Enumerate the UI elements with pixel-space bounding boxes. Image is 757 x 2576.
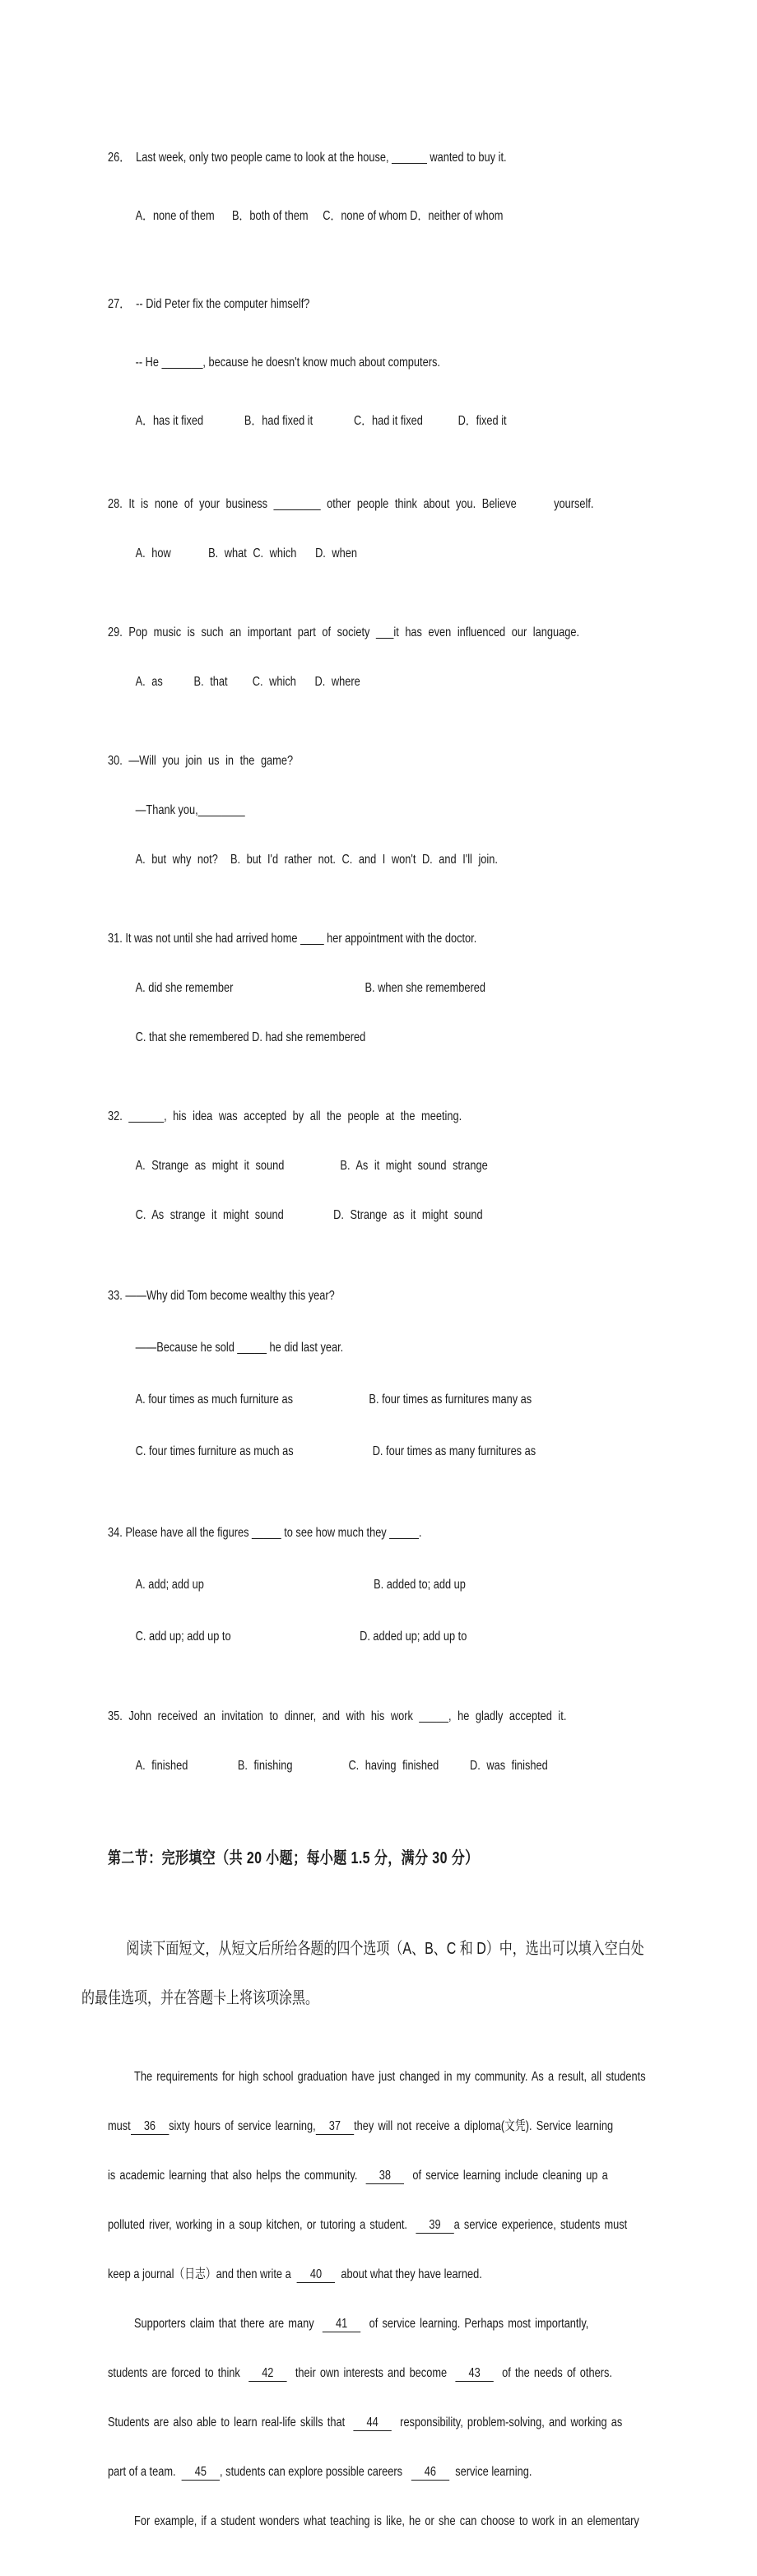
q31-options-cd: C. that she remembered D. had she remembered <box>135 1030 366 1044</box>
cloze-instructions-line1: 阅读下面短文，从短文后所给各题的四个选项（A、B、C 和 D）中，选出可以填入空白处 <box>126 1940 644 1958</box>
q29-stem: 29. Pop music is such an important part of society ___it has even influenced our language. <box>108 625 580 639</box>
cloze-blank-36: 36 <box>131 2119 169 2135</box>
q28-stem: 28. It is none of your business ________ other people think about you. Believe yourself. <box>108 497 594 511</box>
passage-text: their own interests and become <box>286 2366 456 2380</box>
exam-content <box>81 0 687 2576</box>
q34-options-ab: A. add; add up B. added to; add up <box>135 1578 466 1592</box>
passage-text: Students are also able to learn real-life skills that <box>108 2416 354 2430</box>
q33-options-ab: A. four times as much furniture as B. four times as furnitures many as <box>135 1393 532 1407</box>
q28-options: A. how B. what C. which D. when <box>135 546 358 560</box>
passage-text: Supporters claim that there are many <box>134 2317 323 2331</box>
q34-options-cd: C. add up; add up to D. added up; add up to <box>135 1630 467 1644</box>
q31-options-ab: A. did she remember B. when she remembered <box>135 981 485 995</box>
cloze-blank-43: 43 <box>455 2366 493 2382</box>
passage-text: , students can explore possible careers <box>220 2465 411 2479</box>
passage-text: service learning. <box>449 2465 532 2479</box>
cloze-blank-44: 44 <box>353 2416 391 2431</box>
passage-line-9 <box>108 2462 687 2482</box>
q26-stem: 26． Last week, only two people came to look at the house, ______ wanted to buy it. <box>108 151 507 165</box>
passage-text: students are forced to think <box>108 2366 249 2380</box>
passage-line-2 <box>108 2117 687 2137</box>
passage-text: The requirements for high school graduation have just changed in my community. As a result, all students <box>134 2070 646 2084</box>
passage-text: a service experience, students must <box>453 2218 628 2232</box>
passage-line-3 <box>108 2166 687 2186</box>
q32-options-ab: A. Strange as might it sound B. As it might sound strange <box>135 1159 488 1173</box>
q32-options-cd: C. As strange it might sound D. Strange as it might sound <box>135 1208 483 1222</box>
passage-line-1 <box>108 2067 687 2087</box>
passage-line-6 <box>108 2314 687 2334</box>
q32-stem: 32. ______, his idea was accepted by all the people at the meeting. <box>108 1109 462 1123</box>
cloze-blank-39: 39 <box>416 2218 453 2234</box>
passage-line-7 <box>108 2364 687 2383</box>
passage-text: must <box>108 2119 131 2133</box>
q35-stem: 35. John received an invitation to dinner, and with his work _____, he gladly accepted it. <box>108 1709 567 1723</box>
q27-reply: -- He _______, because he doesn't know much about computers. <box>135 356 440 370</box>
cloze-blank-45: 45 <box>182 2465 220 2481</box>
q33-stem: 33. ——Why did Tom become wealthy this year? <box>108 1289 335 1303</box>
cloze-blank-46: 46 <box>411 2465 449 2481</box>
section2-heading: 第二节：完形填空（共 20 小题；每小题 1.5 分，满分 30 分） <box>108 1849 479 1867</box>
q30-reply: —Thank you,________ <box>135 803 245 817</box>
q30-options: A. but why not? B. but I'd rather not. C. and I won't D. and I'll join. <box>135 853 498 867</box>
q35-options: A. finished B. finishing C. having finished D. was finished <box>135 1759 548 1773</box>
cloze-blank-40: 40 <box>297 2267 335 2283</box>
passage-text: they will not receive a diploma(文凭). Service learning <box>354 2119 614 2133</box>
q33-reply: ——Because he sold _____ he did last year. <box>135 1341 344 1355</box>
cloze-blank-37: 37 <box>316 2119 354 2135</box>
q33-options-cd: C. four times furniture as much as D. four times as many furnitures as <box>135 1444 536 1458</box>
passage-text: about what they have learned. <box>335 2267 482 2281</box>
passage-line-4 <box>108 2216 687 2235</box>
q31-stem: 31. It was not until she had arrived home ____ her appointment with the doctor. <box>108 932 477 946</box>
cloze-blank-41: 41 <box>323 2317 360 2332</box>
cloze-blank-42: 42 <box>248 2366 286 2382</box>
passage-line-8 <box>108 2413 687 2433</box>
passage-text: sixty hours of service learning, <box>169 2119 316 2133</box>
q34-stem: 34. Please have all the figures _____ to see how much they _____. <box>108 1526 422 1540</box>
q29-options: A. as B. that C. which D. where <box>135 675 360 689</box>
passage-text: keep a journal（日志）and then write a <box>108 2267 297 2281</box>
passage-line-10 <box>108 2512 687 2532</box>
q27-stem: 27． -- Did Peter fix the computer himself? <box>108 297 310 311</box>
passage-text: of service learning include cleaning up a <box>404 2169 608 2183</box>
cloze-instructions-line2: 的最佳选项，并在答题卡上将该项涂黑。 <box>81 1989 318 2007</box>
q26-options: A．none of them B．both of them C．none of whom D．neither of whom <box>135 209 504 223</box>
passage-text: is academic learning that also helps the community. <box>108 2169 366 2183</box>
passage-text: of the needs of others. <box>493 2366 612 2380</box>
passage-line-5 <box>108 2265 687 2285</box>
q30-stem: 30. —Will you join us in the game? <box>108 754 294 768</box>
passage-text: part of a team. <box>108 2465 182 2479</box>
q27-options: A．has it fixed B．had fixed it C．had it fixed D．fixed it <box>135 414 507 428</box>
passage-text: of service learning. Perhaps most importantly, <box>360 2317 589 2331</box>
passage-text: responsibility, problem-solving, and working as <box>391 2416 623 2430</box>
cloze-blank-38: 38 <box>366 2169 404 2184</box>
passage-text: polluted river, working in a soup kitchen, or tutoring a student. <box>108 2218 416 2232</box>
passage-text: For example, if a student wonders what teaching is like, he or she can choose to work in an elementary <box>134 2514 639 2528</box>
